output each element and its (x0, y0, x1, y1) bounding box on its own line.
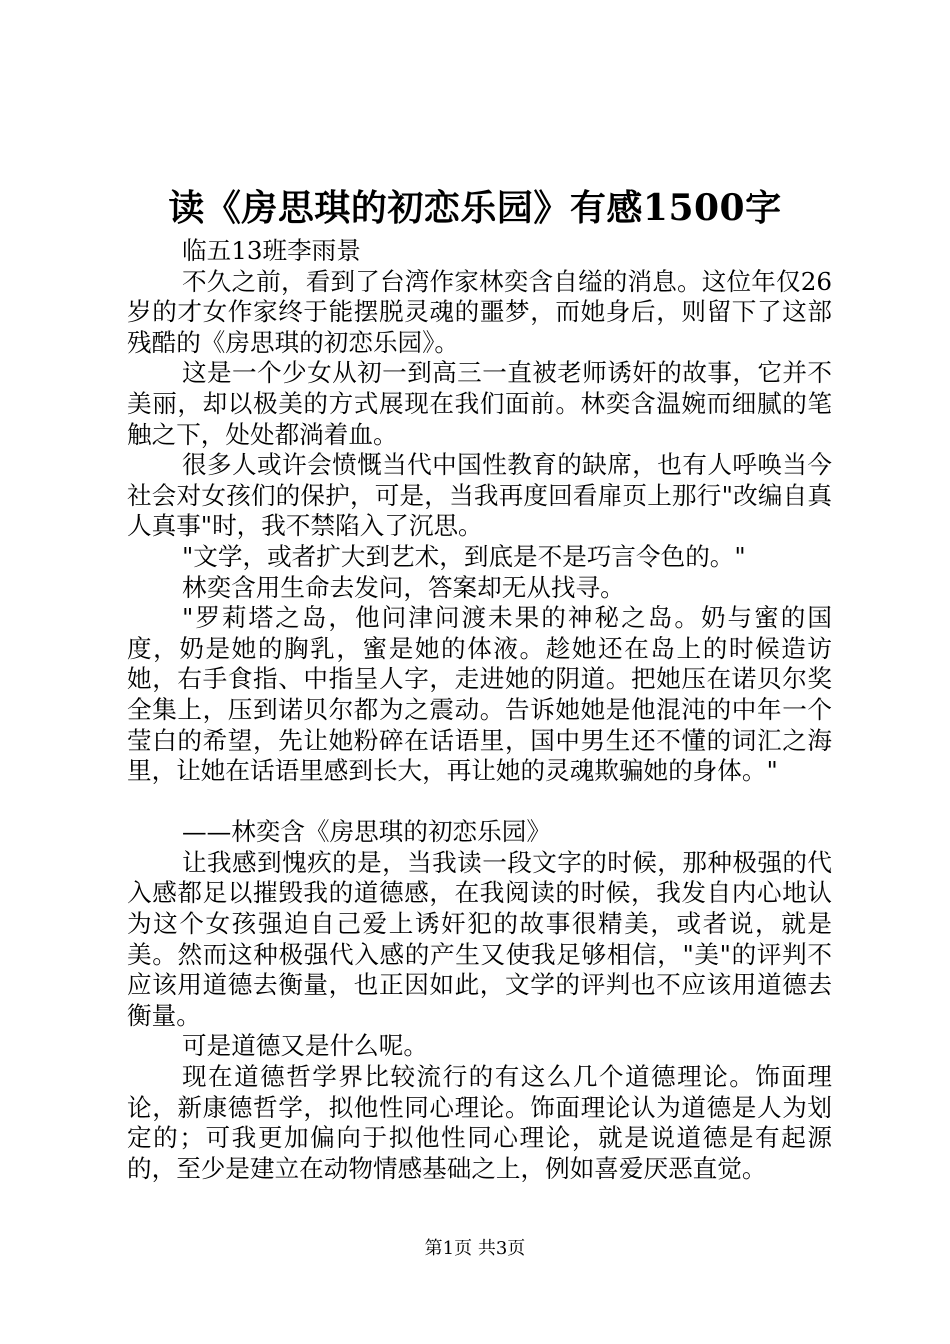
paragraph: 很多人或许会愤慨当代中国性教育的缺席，也有人呼唤当今社会对女孩们的保护，可是，当我再度回看扉页上那行"改编自真人真事"时，我不禁陷入了沉思。 (127, 450, 832, 541)
paragraph: 可是道德又是什么呢。 (182, 1031, 428, 1061)
author-line: 临五13班李雨景 (182, 236, 361, 265)
paragraph: 让我感到愧疚的是，当我读一段文字的时候，那种极强的代入感都足以摧毁我的道德感，在我阅读的时候，我发自内心地认为这个女孩强迫自己爱上诱奸犯的故事很精美，或者说，就是美。然而这种极强代入感的产生又使我足够相信，"美"的评判不应该用道德去衡量，也正因如此，文学的评判也不应该用道德去衡量。 (127, 847, 832, 1030)
paragraph: 林奕含用生命去发问，答案却无从找寻。 (182, 572, 625, 602)
quote-source: ——林奕含《房思琪的初恋乐园》 (182, 817, 551, 847)
quote-paragraph: "罗莉塔之岛，他问津问渡未果的神秘之岛。奶与蜜的国度，奶是她的胸乳，蜜是她的体液。趁她还在岛上的时候造访她，右手食指、中指呈人字，走进她的阴道。把她压在诺贝尔奖全集上，压到诺贝尔都为之震动。告诉她她是他混沌的中年一个莹白的希望，先让她粉碎在话语里，国中男生还不懂的词汇之海里，让她在话语里感到长大，再让她的灵魂欺骗她的身体。" (127, 603, 832, 786)
document-title: 读《房思琪的初恋乐园》有感1500字 (168, 187, 782, 229)
paragraph: "文学，或者扩大到艺术，到底是不是巧言令色的。" (182, 541, 746, 571)
paragraph: 不久之前，看到了台湾作家林奕含自缢的消息。这位年仅26岁的才女作家终于能摆脱灵魂的噩梦，而她身后，则留下了这部残酷的《房思琪的初恋乐园》。 (127, 266, 832, 357)
page-footer: 第1页 共3页 (424, 1238, 526, 1259)
document-body (127, 236, 832, 1184)
paragraph: 现在道德哲学界比较流行的有这么几个道德理论。饰面理论，新康德哲学，拟他性同心理论。饰面理论认为道德是人为划定的；可我更加偏向于拟他性同心理论，就是说道德是有起源的，至少是建立在动物情感基础之上，例如喜爱厌恶直觉。 (127, 1062, 832, 1183)
paragraph: 这是一个少女从初一到高三一直被老师诱奸的故事，它并不美丽，却以极美的方式展现在我们面前。林奕含温婉而细腻的笔触之下，处处都淌着血。 (127, 358, 832, 449)
